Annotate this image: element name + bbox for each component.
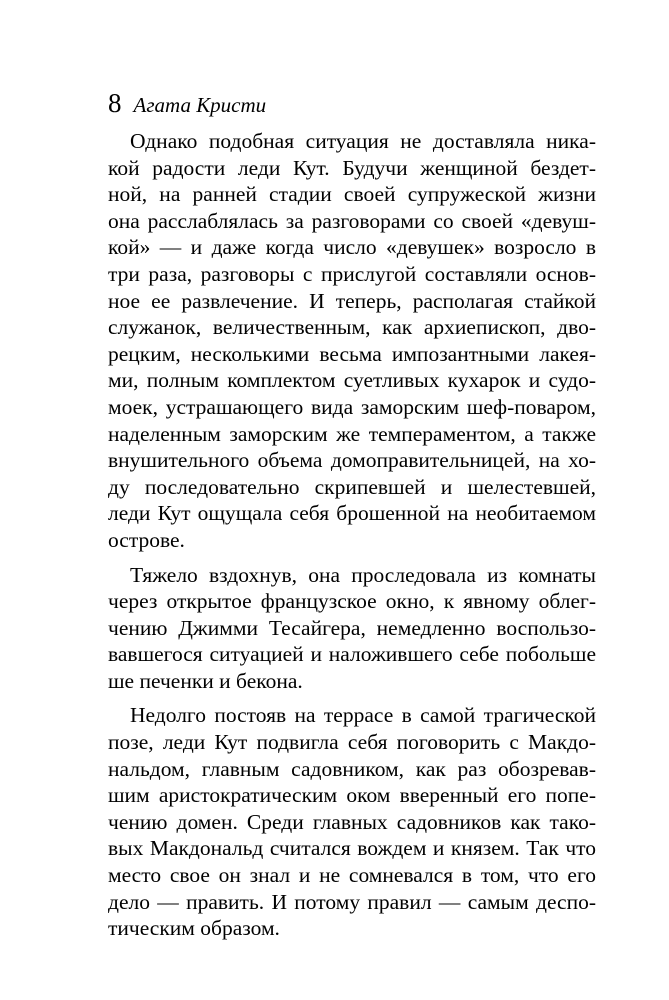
text-line: место свое он знал и не сомневался в том, что его xyxy=(108,863,596,888)
text-line: ной, на ранней стадии своей супружеской жизни xyxy=(108,182,596,207)
running-title: Агата Кристи xyxy=(133,93,267,117)
text-line: наделенным заморским же темпераментом, а также xyxy=(108,421,596,446)
body-text xyxy=(108,128,596,942)
text-line: ше печенки и бекона. xyxy=(108,668,303,693)
text-line: три раза, разговоры с прислугой составляли основ- xyxy=(108,261,596,286)
page-number: 8 xyxy=(108,88,122,118)
page-header xyxy=(108,88,266,118)
text-line: чению Джимми Тесайгера, немедленно воспользо- xyxy=(108,615,596,640)
text-line: моек, устрашающего вида заморским шеф-поваром, xyxy=(108,394,596,419)
text-line: внушительного объема домоправительницей, на хо- xyxy=(108,448,596,473)
text-line: дело — править. И потому правил — самым деспо- xyxy=(108,889,596,914)
text-line: вых Макдональд считался вождем и князем. Так что xyxy=(108,836,596,861)
text-line: кой радости леди Кут. Будучи женщиной бездет- xyxy=(108,155,596,180)
text-line: ми, полным комплектом суетливых кухарок и судо- xyxy=(108,368,596,393)
text-line: леди Кут ощущала себя брошенной на необитаемом xyxy=(108,501,596,526)
text-line: позе, леди Кут подвигла себя поговорить с Макдо- xyxy=(108,730,596,755)
text-line: Однако подобная ситуация не доставляла ника- xyxy=(130,129,596,153)
text-line: Недолго постояв на террасе в самой трагической xyxy=(130,703,596,728)
text-line: острове. xyxy=(108,527,185,552)
text-line: чению домен. Среди главных садовников как тако- xyxy=(108,809,596,834)
text-line: тическим образом. xyxy=(108,916,280,941)
text-line: служанок, величественным, как архиепископ, дво- xyxy=(108,315,596,340)
text-line: рецким, несколькими весьма импозантными лакея- xyxy=(108,341,596,366)
text-line: ное ее развлечение. И теперь, располагая стайкой xyxy=(108,288,596,313)
text-line: шим аристократическим оком вверенный его попе- xyxy=(108,783,596,808)
text-line: вавшегося ситуацией и наложившего себе побольше xyxy=(108,642,596,667)
text-line: она расслаблялась за разговорами со своей «девуш- xyxy=(108,208,596,233)
text-line: ду последовательно скрипевшей и шелестевшей, xyxy=(108,474,596,499)
text-line: Тяжело вздохнув, она проследовала из комнаты xyxy=(130,562,596,587)
text-line: нальдом, главным садовником, как раз обозревав- xyxy=(108,756,596,781)
text-line: через открытое французское окно, к явному облег- xyxy=(108,589,596,614)
text-line: кой» — и даже когда число «девушек» возросло в xyxy=(108,235,596,260)
